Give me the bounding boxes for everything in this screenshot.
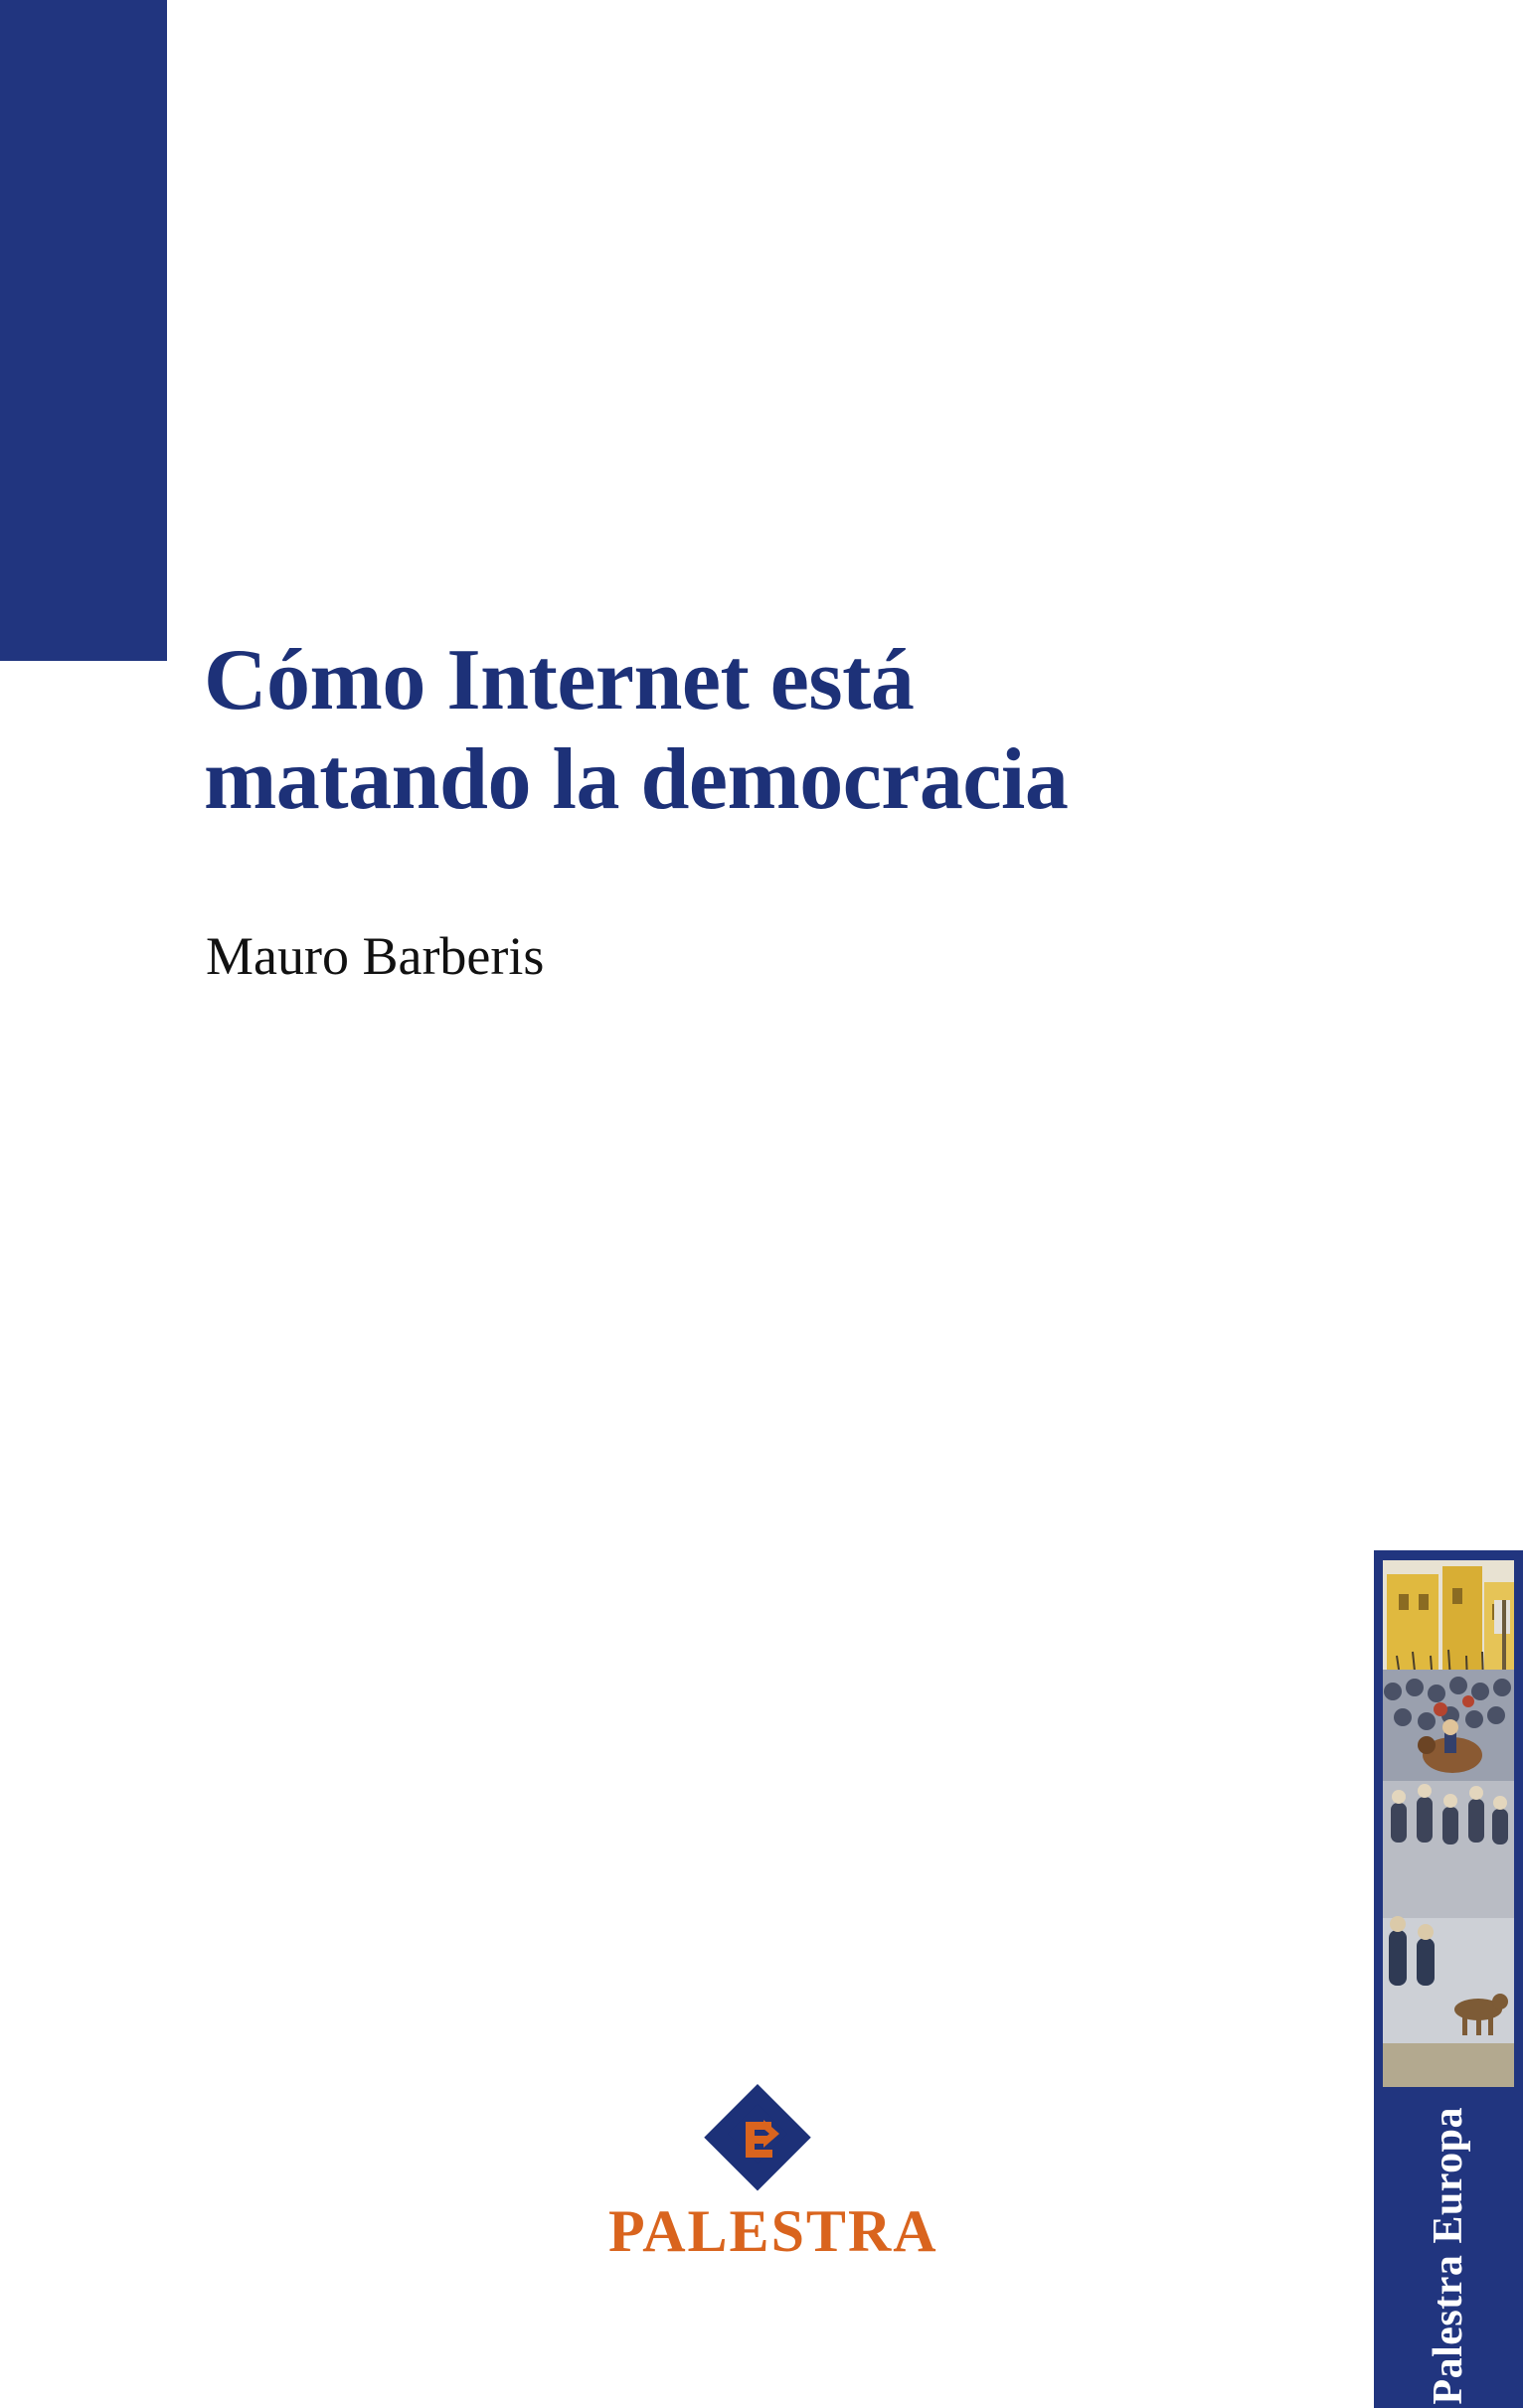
page-title: [204, 631, 1337, 831]
series-name-text: Palestra Europa: [1426, 2107, 1471, 2405]
author-name: Mauro Barberis: [206, 926, 545, 986]
publisher-logo: [608, 2082, 938, 2264]
top-left-blue-block: [0, 0, 167, 661]
publisher-name: PALESTRA: [608, 2198, 938, 2264]
palestra-diamond-icon: [702, 2082, 813, 2193]
series-artwork-image: [1383, 1560, 1514, 2087]
series-name: [1374, 2107, 1523, 2405]
title-line-2: matando la democracia: [204, 731, 1069, 829]
series-strip: [1374, 1550, 1523, 2408]
title-line-1: Cómo Internet está: [204, 632, 915, 728]
